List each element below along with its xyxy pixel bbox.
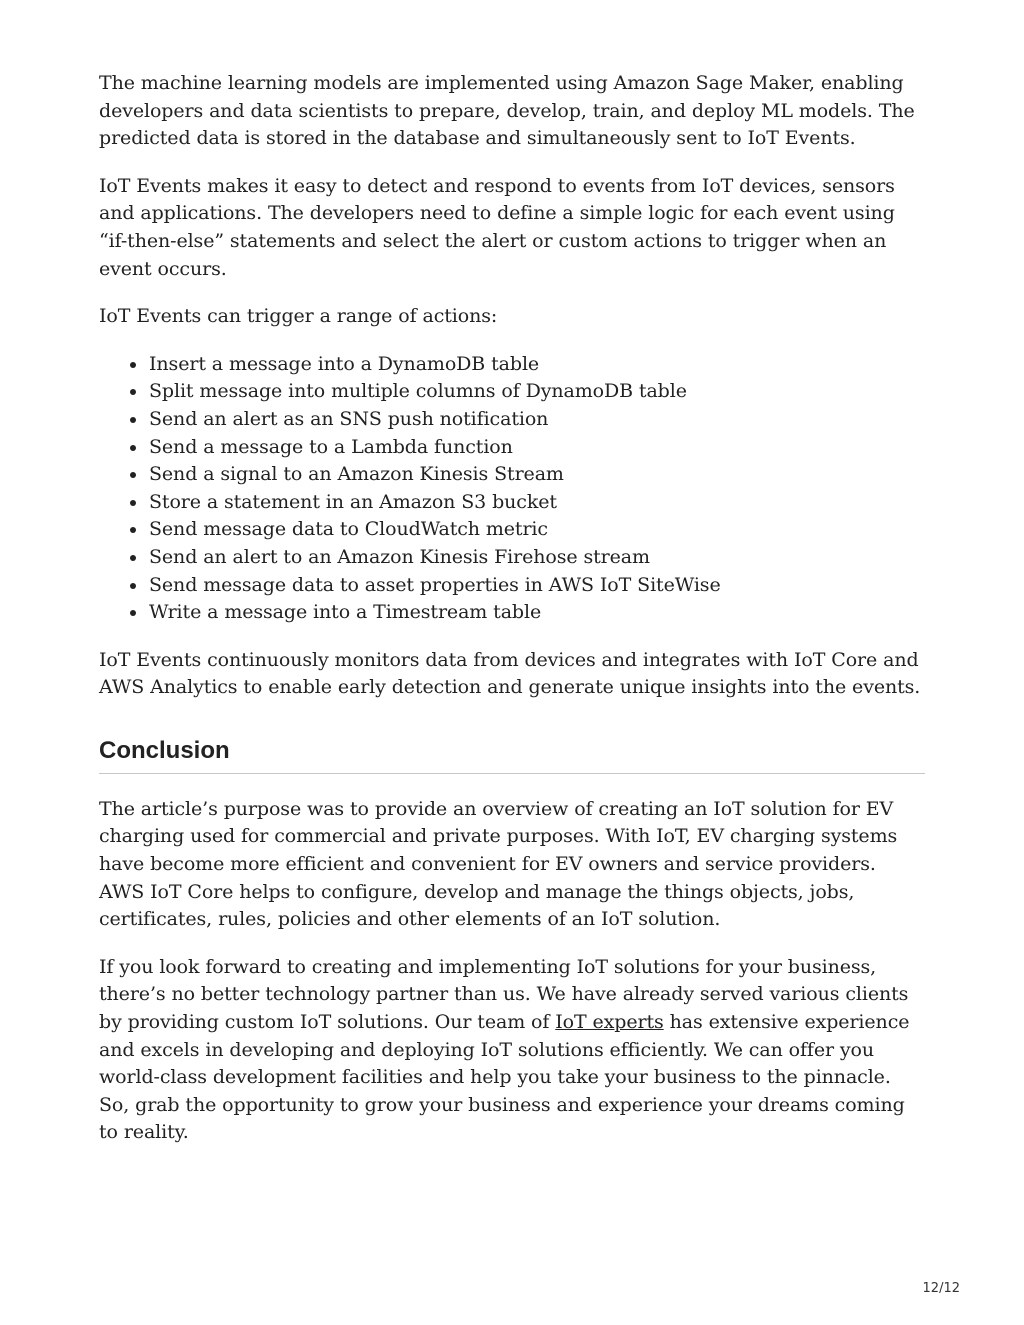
- article-body: [99, 70, 925, 1167]
- list-item: Store a statement in an Amazon S3 bucket: [149, 489, 925, 517]
- conclusion-heading: Conclusion: [99, 736, 925, 774]
- paragraph-conclusion-cta: [99, 954, 925, 1147]
- list-item: Write a message into a Timestream table: [149, 599, 925, 627]
- list-item: Insert a message into a DynamoDB table: [149, 351, 925, 379]
- page-number: 12/12: [922, 1281, 960, 1296]
- list-item: Send a signal to an Amazon Kinesis Stream: [149, 461, 925, 489]
- paragraph-iot-events: IoT Events makes it easy to detect and respond to events from IoT devices, sensors and applications. The developers need to define a simple logic for each event using “if-then-else” statements and select the alert or custom actions to trigger when an event occurs.: [99, 174, 895, 280]
- paragraph-actions-intro: IoT Events can trigger a range of actions:: [99, 305, 498, 328]
- list-item: Send a message to a Lambda function: [149, 434, 925, 462]
- paragraph-sagemaker: The machine learning models are implemented using Amazon Sage Maker, enabling developers and data scientists to prepare, develop, train, and deploy ML models. The predicted data is stored in the database and simultaneously sent to IoT Events.: [99, 72, 915, 150]
- list-item: Send message data to CloudWatch metric: [149, 516, 925, 544]
- list-item: Send an alert as an SNS push notification: [149, 406, 925, 434]
- cta-text-start: If you look forward to creating and implementing IoT solutions for your business, there’s no better technology partner than us. We have already served various clients by providing custom IoT solutions. Our team of: [99, 955, 909, 1034]
- paragraph-conclusion-overview: The article’s purpose was to provide an overview of creating an IoT solution for EV charging used for commercial and private purposes. With IoT, EV charging systems have become more efficient and convenient for EV owners and service providers. AWS IoT Core helps to configure, develop and manage the things objects, jobs, certificates, rules, policies and other elements of an IoT solution.: [99, 797, 898, 931]
- actions-list: [99, 351, 925, 627]
- list-item: Split message into multiple columns of DynamoDB table: [149, 378, 925, 406]
- paragraph-monitoring: IoT Events continuously monitors data from devices and integrates with IoT Core and AWS Analytics to enable early detection and generate unique insights into the events.: [99, 648, 921, 699]
- list-item: Send an alert to an Amazon Kinesis Firehose stream: [149, 544, 925, 572]
- cta-text-end: has extensive experience and excels in developing and deploying IoT solutions efficiently. We can offer you world-class development facilities and help you take your business to the pinnacle. So, grab the opportunity to grow your business and experience your dreams coming to reality.: [99, 1011, 910, 1144]
- list-item: Send message data to asset properties in AWS IoT SiteWise: [149, 572, 925, 600]
- iot-experts-link[interactable]: IoT experts: [555, 1011, 664, 1034]
